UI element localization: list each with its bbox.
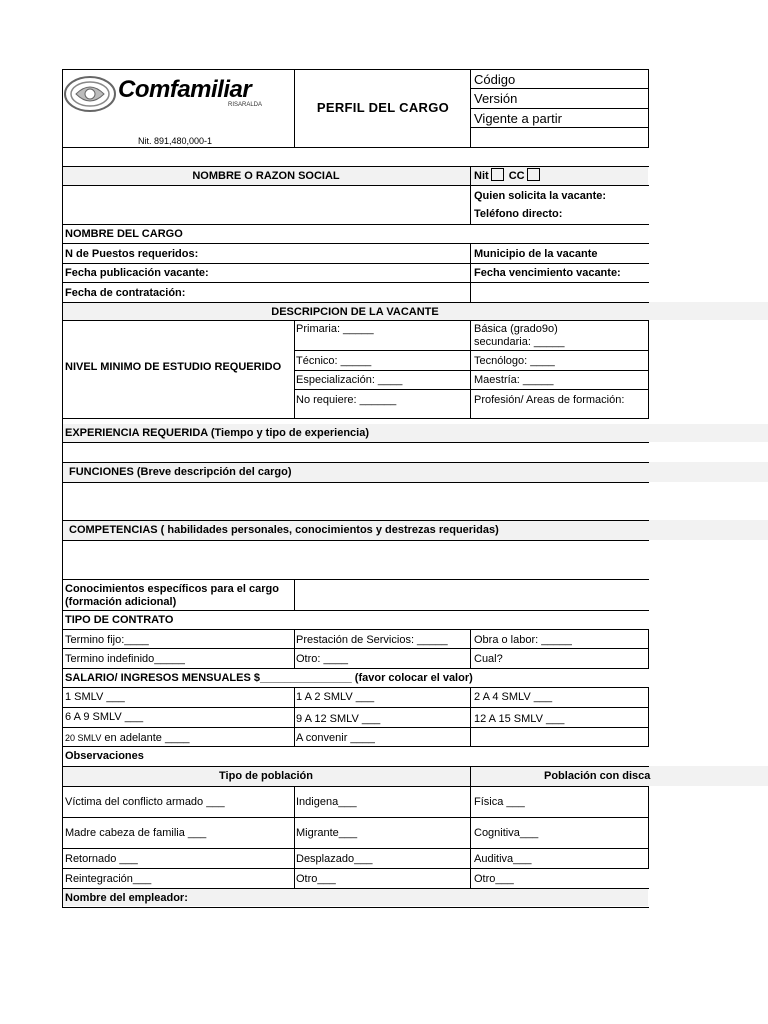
nombre-cargo-label: NOMBRE DEL CARGO xyxy=(65,228,183,240)
otro-contrato-option[interactable]: Otro: ____ xyxy=(296,653,348,665)
fecha-contrat-label: Fecha de contratación: xyxy=(65,287,186,299)
cognitiva-option[interactable]: Cognitiva___ xyxy=(474,827,539,839)
no-requiere-option[interactable]: No requiere: ______ xyxy=(296,394,397,406)
descripcion-title: DESCRIPCION DE LA VACANTE xyxy=(271,306,439,318)
salario-6-option[interactable]: 12 A 15 SMLV ___ xyxy=(474,713,565,725)
salario-7-b: en adelante ____ xyxy=(101,732,190,744)
vigente-label: Vigente a partir xyxy=(474,111,562,126)
otro-poblacion-option[interactable]: Otro___ xyxy=(296,873,336,885)
nit-text: Nit. 891,480,000-1 xyxy=(138,136,213,146)
empleador-label: Nombre del empleador: xyxy=(65,892,188,904)
basica-option-2[interactable]: secundaria: _____ xyxy=(474,336,565,348)
salario-title: SALARIO/ INGRESOS MENSUALES $_______________ (favor colocar el valor) xyxy=(65,672,473,684)
basica-option-1[interactable]: Básica (grado9o) xyxy=(474,323,558,335)
doc-title: PERFIL DEL CARGO xyxy=(316,100,450,115)
salario-5-option[interactable]: 9 A 12 SMLV ___ xyxy=(296,713,381,725)
salario-7-a: 20 SMLV xyxy=(65,733,102,743)
indefinido-option[interactable]: Termino indefinido_____ xyxy=(65,653,185,665)
victima-option[interactable]: Víctima del conflicto armado ___ xyxy=(65,796,225,808)
brand-sub: RISARALDA xyxy=(228,102,263,108)
observaciones-label: Observaciones xyxy=(65,750,144,762)
experiencia-label: EXPERIENCIA REQUERIDA (Tiempo y tipo de experiencia) xyxy=(65,427,369,439)
fecha-venc-label: Fecha vencimiento vacante: xyxy=(474,267,621,279)
reintegracion-option[interactable]: Reintegración___ xyxy=(65,873,152,885)
telefono-label: Teléfono directo: xyxy=(474,208,563,220)
tecnologo-option[interactable]: Tecnólogo: ____ xyxy=(474,355,555,367)
obra-option[interactable]: Obra o labor: _____ xyxy=(474,634,572,646)
version-label: Versión xyxy=(474,91,518,106)
retornado-option[interactable]: Retornado ___ xyxy=(65,853,138,865)
razon-social-label: NOMBRE O RAZON SOCIAL xyxy=(192,170,340,182)
nivel-label: NIVEL MINIMO DE ESTUDIO REQUERIDO xyxy=(65,361,282,373)
desplazado-option[interactable]: Desplazado___ xyxy=(296,853,373,865)
tipo-poblacion-title: Tipo de población xyxy=(219,770,313,782)
comfamiliar-logo-icon xyxy=(62,74,118,114)
prestacion-option[interactable]: Prestación de Servicios: _____ xyxy=(296,634,448,646)
indigena-option[interactable]: Indigena___ xyxy=(296,796,357,808)
primaria-option[interactable]: Primaria: _____ xyxy=(296,323,374,335)
nit-label: Nit xyxy=(474,170,489,182)
nit-cc-field[interactable] xyxy=(472,167,544,184)
fisica-option[interactable]: Física ___ xyxy=(474,796,525,808)
solicita-label: Quien solicita la vacante: xyxy=(474,190,607,202)
salario-3-option[interactable]: 2 A 4 SMLV ___ xyxy=(474,691,553,703)
fecha-pub-label: Fecha publicación vacante: xyxy=(65,267,209,279)
salario-2-option[interactable]: 1 A 2 SMLV ___ xyxy=(296,691,375,703)
salario-7-option[interactable] xyxy=(63,731,191,746)
conocimientos-label-1: Conocimientos específicos para el cargo xyxy=(65,583,279,595)
tecnico-option[interactable]: Técnico: _____ xyxy=(296,355,372,367)
salario-8-option[interactable]: A convenir ____ xyxy=(296,732,375,744)
migrante-option[interactable]: Migrante___ xyxy=(296,827,358,839)
conocimientos-label-2: (formación adicional) xyxy=(65,596,177,608)
puestos-label: N de Puestos requeridos: xyxy=(65,248,199,260)
competencias-label: COMPETENCIAS ( habilidades personales, conocimientos y destrezas requeridas) xyxy=(69,524,499,536)
salario-4-option[interactable]: 6 A 9 SMLV ___ xyxy=(65,711,144,723)
cc-label: CC xyxy=(508,170,525,182)
contrato-title: TIPO DE CONTRATO xyxy=(65,614,174,626)
otro-discapacidad-option[interactable]: Otro___ xyxy=(474,873,514,885)
codigo-label: Código xyxy=(474,72,516,87)
termino-fijo-option[interactable]: Termino fijo:____ xyxy=(65,634,149,646)
madre-option[interactable]: Madre cabeza de familia ___ xyxy=(65,827,207,839)
funciones-label: FUNCIONES (Breve descripción del cargo) xyxy=(69,466,292,478)
especializacion-option[interactable]: Especialización: ____ xyxy=(296,374,403,386)
salario-1-option[interactable]: 1 SMLV ___ xyxy=(65,691,125,703)
municipio-label: Municipio de la vacante xyxy=(474,248,598,260)
auditiva-option[interactable]: Auditiva___ xyxy=(474,853,532,865)
nit-checkbox[interactable] xyxy=(491,168,504,181)
maestria-option[interactable]: Maestría: _____ xyxy=(474,374,554,386)
cual-field[interactable]: Cual? xyxy=(474,653,503,665)
discapacidad-title: Población con disca xyxy=(544,770,651,782)
brand-name: Comfamiliar xyxy=(118,76,252,103)
profesion-field[interactable]: Profesión/ Areas de formación: xyxy=(474,394,625,406)
cc-checkbox[interactable] xyxy=(527,168,540,181)
